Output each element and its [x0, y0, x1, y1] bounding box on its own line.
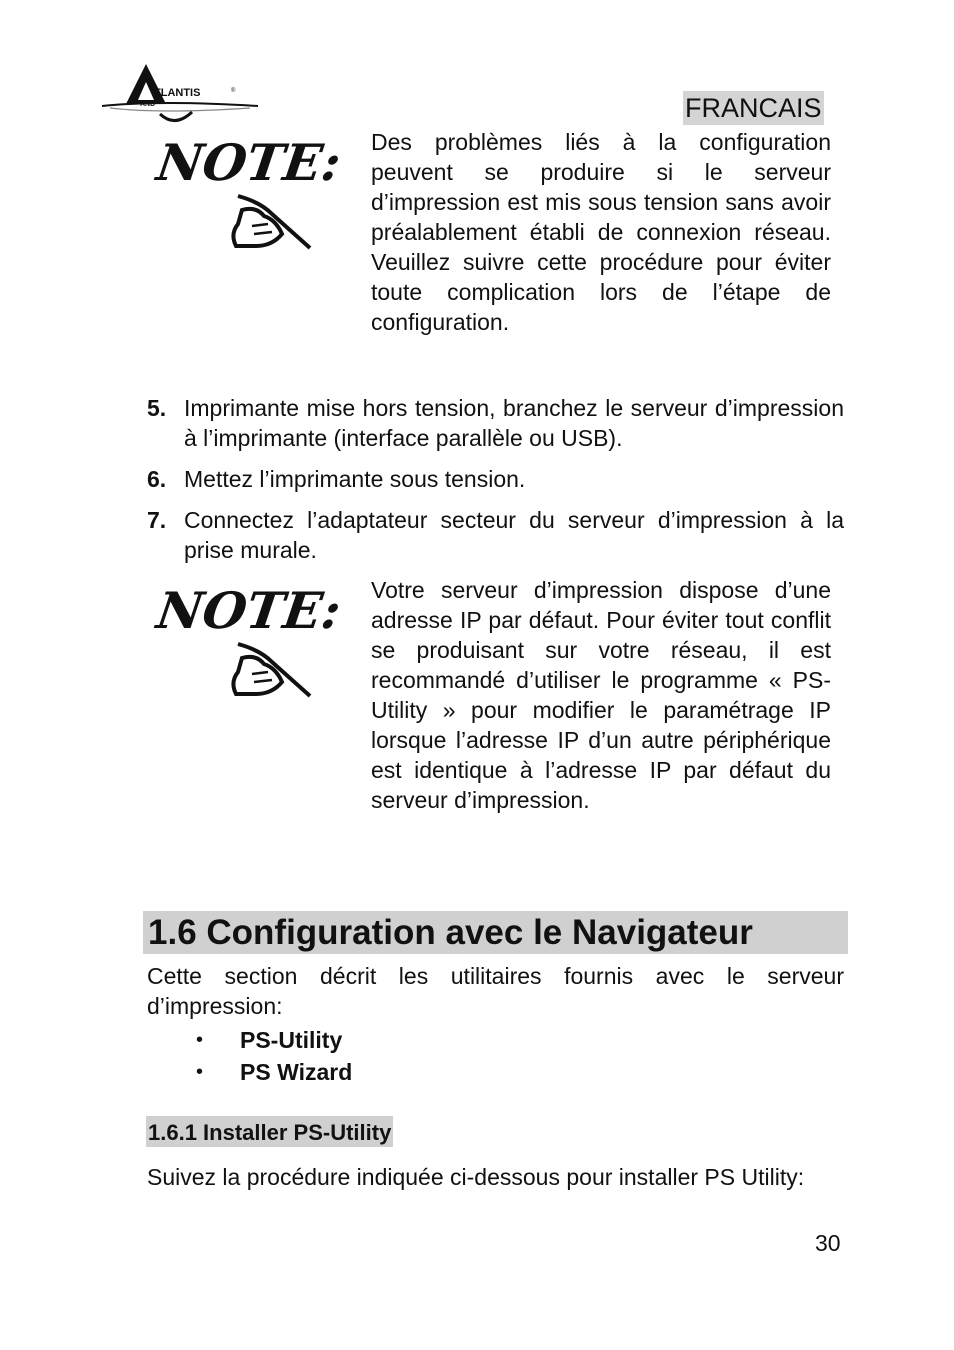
section-intro: Cette section décrit les utilitaires fournis avec le serveur d’impression: [147, 963, 844, 1019]
subsection-text: Suivez la procédure indiquée ci-dessous pour installer PS Utility: [147, 1164, 805, 1190]
step-text: Connectez l’adaptateur secteur du serveur d’impression à la prise murale. [184, 507, 844, 563]
bullet-icon: • [196, 1061, 204, 1083]
utility-name: PS Wizard [240, 1059, 353, 1085]
list-item [147, 505, 844, 565]
language-label: FRANCAIS [685, 93, 822, 123]
note-text: Des problèmes liés à la configuration peuvent se produire si le serveur d’impression est mis sous tension sans avoir préalablement établi de connexion réseau. Veuillez suivre cette procédure pour éviter toute complication lors de l’étape de configuration. [371, 129, 831, 335]
svg-text:®: ® [231, 88, 236, 94]
subsection-title: 1.6.1 Installer PS-Utility [146, 1116, 393, 1147]
page-number: 30 [815, 1230, 841, 1256]
bullet-icon: • [196, 1029, 204, 1051]
step-number: 6. [147, 466, 167, 492]
note-hand-icon [153, 578, 345, 698]
utility-list [190, 1024, 352, 1088]
step-number: 7. [147, 507, 167, 533]
list-item [190, 1024, 352, 1056]
utility-name: PS-Utility [240, 1027, 343, 1053]
step-list [147, 393, 844, 565]
list-item [190, 1056, 352, 1088]
logo-brand-sub: AND [140, 101, 156, 108]
note-text: Votre serveur d’impression dispose d’une adresse IP par défaut. Pour éviter tout conflit se produisant sur votre réseau, il est recommandé d’utiliser le programme « PS-Utility » pour modifier le paramétrage IP lorsque l’adresse IP d’un autre périphérique est identique à l’adresse IP par défaut du serveur d’impression. [371, 577, 831, 813]
section-title: 1.6 Configuration avec le Navigateur [148, 913, 753, 952]
list-item [147, 393, 844, 453]
note-icon-label: NOTE: [153, 133, 345, 192]
atlantis-logo-graphic [100, 62, 260, 130]
step-text: Mettez l’imprimante sous tension. [184, 466, 526, 492]
list-item [147, 464, 844, 494]
logo-brand-text: TLANTIS [154, 87, 201, 99]
note-icon-label: NOTE: [153, 581, 345, 640]
step-number: 5. [147, 395, 167, 421]
note-hand-icon [153, 130, 345, 250]
step-text: Imprimante mise hors tension, branchez le serveur d’impression à l’imprimante (interface parallèle ou USB). [184, 395, 844, 451]
atlantis-logo [100, 62, 260, 130]
